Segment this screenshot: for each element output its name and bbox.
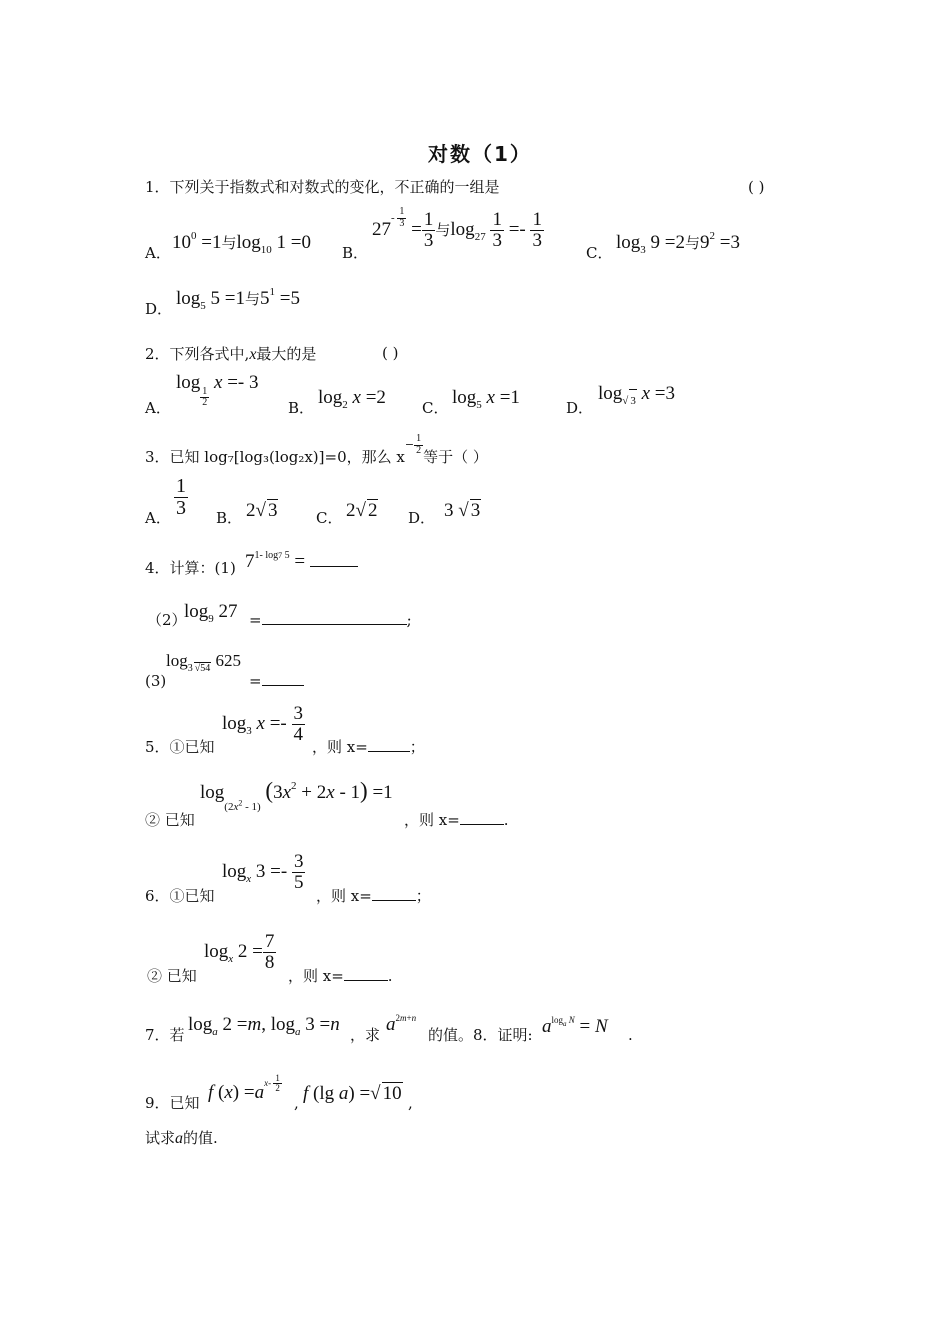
q1-option-a-formula: $10^0 =1$与$\log_{10} 1 =0$ <box>172 230 311 256</box>
q5-part2-formula: $\log_{(2x^2 - 1)} (3x^2 + 2x - 1) =1$ <box>200 778 393 813</box>
q5-part2-answer <box>404 811 509 829</box>
q1-option-c-formula: $\log_3 9 =2$与$9^2 =3$ <box>616 230 740 256</box>
q6-part1-post: ，则 x= <box>316 887 372 905</box>
q7-mid: ，求 <box>350 1026 381 1044</box>
q4-part2-semicolon: ; <box>406 611 412 629</box>
q6-part2-formula: $\log_x 2$ = $\frac{7}{8}$ <box>204 931 275 973</box>
q3-stem-text: 3．已知 log₇[log₃(log₂x)]=0，那么 x <box>145 448 405 466</box>
q5-part1-formula: $\log_3 x$ =- $\frac{3}{4}$ <box>222 703 304 745</box>
q3-option-d-label: D． <box>408 509 436 527</box>
q6-part1-answer <box>316 887 431 905</box>
q4-part2-blank[interactable] <box>262 624 407 625</box>
q3-stem: 3．已知 log₇[log₃(log₂x)]=0，那么 $x^{- \frac{1}{2}}$ 等于（ ） <box>145 433 488 466</box>
q1-option-b-label: B． <box>342 244 369 262</box>
q9-comma: , <box>294 1094 299 1112</box>
q6-part2-answer <box>288 967 393 985</box>
q2-option-a-label: A． <box>145 399 171 417</box>
q5-part1-blank[interactable] <box>368 751 410 752</box>
q5-part1-post: ，则 x= <box>312 738 368 756</box>
q2-option-b-formula: $\log_2 x =2$ <box>318 387 386 411</box>
page-title: 对数（1） <box>428 142 532 166</box>
q6-part2-pre: ② 已知 <box>147 967 197 985</box>
q4-part3-formula: $\log_{3 √54} 625$ <box>166 651 241 674</box>
q2-option-b-label: B． <box>288 399 315 417</box>
q6-part2-blank[interactable] <box>344 980 388 981</box>
q1-option-c-label: C． <box>586 244 613 262</box>
q3-option-a-label: A． <box>145 509 171 527</box>
q5-part1-answer <box>312 738 425 756</box>
q4-part1-formula: $7^{1- log7 5}$ = <box>245 551 358 576</box>
q3-option-c-label: C． <box>316 509 343 527</box>
q1-stem: 1．下列关于指数式和对数式的变化，不正确的一组是 <box>145 178 500 196</box>
q2-answer-paren: ( ) <box>382 344 399 362</box>
q1-option-a-label: A． <box>145 244 171 262</box>
q9-line2-pre: 试求 <box>145 1129 176 1147</box>
q4-part2-label: （2） <box>147 611 187 629</box>
q3-option-d-formula: 3 √ 3 <box>444 500 481 521</box>
q1-option-d-conj: 与 <box>245 292 261 308</box>
q2-option-a-formula: log $\frac{1}{2}$ x =- 3 <box>176 372 259 409</box>
q2-stem-post: 最大的是 <box>256 345 317 363</box>
q7-post: 的值。8．证明: <box>428 1026 533 1044</box>
q3-option-b-label: B． <box>216 509 243 527</box>
q9-formula-f: f $(x) =a^{x- \frac{1}{2}}$ <box>208 1073 280 1103</box>
q1-option-c-conj: 与 <box>685 236 701 252</box>
q1-option-b-formula: $27^{- \frac{1}{3}}$ = $\frac{1}{3}$ 与$\log_{27}$ $\frac{1}{3}$ =- $\frac{1}{3}$ <box>372 206 542 251</box>
q6-part1-end: ； <box>415 887 431 905</box>
q5-part1-end: ； <box>409 738 425 756</box>
q1-option-d-label: D． <box>145 300 173 318</box>
q4-part3-answer: = <box>249 672 304 690</box>
q1-option-b-conj: 与 <box>435 222 451 239</box>
q2-option-d-label: D． <box>566 399 594 417</box>
q6-part2-post: ，则 x= <box>288 967 344 985</box>
q3-option-c-formula: 2√ 2 <box>346 500 378 521</box>
q9-formula-lg: f (lg a) =√ 10 <box>303 1083 402 1104</box>
q5-part1-pre: 5．①已知 <box>145 738 215 756</box>
q5-part2-pre: ② 已知 <box>145 811 195 829</box>
q4-part2-answer: = ; <box>249 611 412 629</box>
q1-option-a-conj: 与 <box>221 236 237 252</box>
q2-stem-pre: 2．下列各式中, <box>145 345 250 363</box>
q6-part1-formula: $\log_x 3$ =- $\frac{3}{5}$ <box>222 851 304 893</box>
q9-line2 <box>145 1128 218 1150</box>
q4-part1-blank[interactable] <box>310 566 358 567</box>
q6-part1-blank[interactable] <box>372 900 416 901</box>
q4-part3-label: (3) <box>145 672 167 690</box>
q2-var: x <box>249 346 257 363</box>
q2-option-d-formula: $\log_{√ 3} x =3$ <box>598 383 675 407</box>
q3-stem-post: 等于（ ） <box>423 448 488 466</box>
q6-part1-pre: 6．①已知 <box>145 887 215 905</box>
q9-pre: 9．已知 <box>145 1094 200 1112</box>
q5-part2-post: ，则 x= <box>404 811 460 829</box>
q4-part2-formula: $\log_9 27$ <box>184 601 238 625</box>
q4-stem: 4．计算：(1) <box>145 559 236 577</box>
q6-part2-end: . <box>387 967 393 985</box>
q7-formula: $\log_a 2 =m$, $\log_a 3 =n$ <box>188 1014 340 1038</box>
q2-option-c-formula: $\log_5 x =1$ <box>452 387 520 411</box>
q5-part2-end: . <box>503 811 509 829</box>
q8-end: . <box>628 1026 633 1044</box>
q1-answer-paren: ( ) <box>748 178 765 196</box>
q3-option-b-formula: 2√ 3 <box>246 500 278 521</box>
q1-option-d-formula: $\log_5 5 =1$与$5^1 =5$ <box>176 286 300 312</box>
q7-expression: $a^{2m+n}$ <box>386 1013 417 1035</box>
q9-line2-post: 的值. <box>183 1129 218 1147</box>
q8-formula: $a^{log_a N} = N$ <box>542 1015 608 1037</box>
q2-option-c-label: C． <box>422 399 449 417</box>
q9-var: a <box>175 1130 184 1147</box>
q3-option-a-formula: $\frac{1}{3}$ <box>176 475 186 519</box>
q2-stem <box>145 344 316 366</box>
q4-part3-blank[interactable] <box>262 685 304 686</box>
q9-end: , <box>408 1094 413 1112</box>
q5-part2-blank[interactable] <box>460 824 504 825</box>
q7-pre: 7．若 <box>145 1026 185 1044</box>
